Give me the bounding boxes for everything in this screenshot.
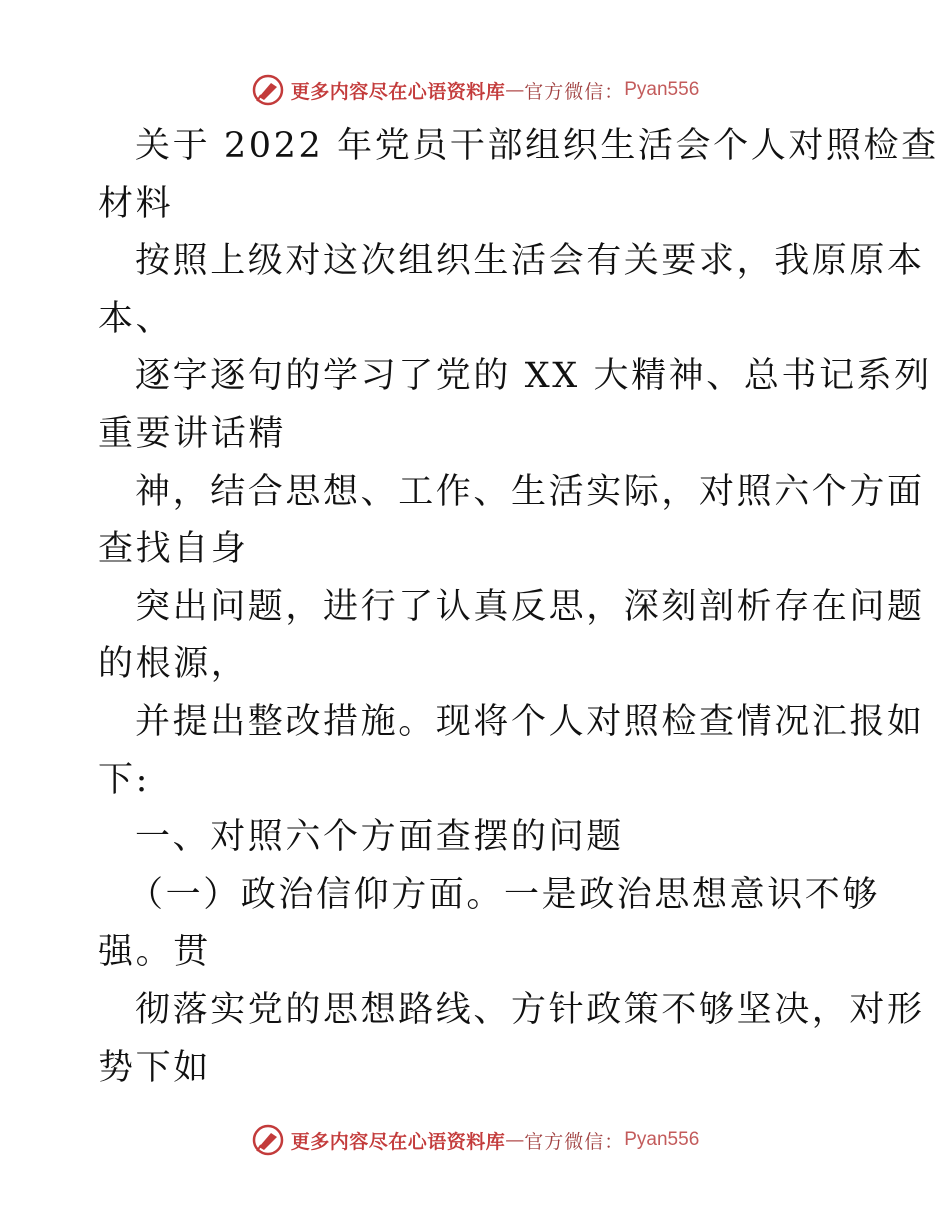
watermark-contact-label: 官方微信：: [524, 80, 625, 103]
watermark-brand: 更多内容尽在心语资料库: [290, 1130, 506, 1153]
paragraph-line: 逐字逐句的学习了党的 XX 大精神、总书记系列: [135, 356, 932, 397]
watermark-dash: —: [505, 1129, 525, 1151]
paragraph-line: 查找自身: [98, 529, 249, 570]
watermark-banner-bottom: [0, 1120, 950, 1160]
pen-nib-logo-icon: [251, 1123, 285, 1157]
section-heading: 一、对照六个方面查摆的问题: [135, 817, 624, 858]
document-title-line-1: 关于 2022 年党员干部组织生活会个人对照检查: [135, 126, 939, 166]
paragraph-line: 重要讲话精: [98, 413, 287, 454]
watermark-contact-label: 官方微信：: [524, 1130, 625, 1153]
document-body: [98, 118, 939, 1097]
watermark-brand: 更多内容尽在心语资料库: [290, 80, 506, 103]
paragraph-line: 突出问题，进行了认真反思，深刻剖析存在问题: [135, 586, 925, 627]
subsection-line: （一）政治信仰方面。一是政治思想意识不够: [128, 874, 881, 915]
paragraph-line: 神，结合思想、工作、生活实际，对照六个方面: [135, 471, 925, 512]
watermark-wechat-id: Pyan556: [624, 1129, 700, 1150]
paragraph-line: 强。贯: [98, 932, 211, 973]
document-title-line-2: 材料: [98, 183, 174, 224]
watermark-wechat-id: Pyan556: [624, 79, 700, 100]
paragraph-line: 并提出整改措施。现将个人对照检查情况汇报如: [135, 701, 925, 742]
paragraph-line: 彻落实党的思想路线、方针政策不够坚决，对形: [135, 989, 925, 1030]
watermark-dash: —: [505, 79, 525, 101]
watermark-banner-top: [0, 70, 950, 110]
paragraph-line: 本、: [98, 298, 174, 339]
paragraph-line: 的根源，: [98, 644, 249, 685]
paragraph-line: 下:: [98, 759, 150, 800]
paragraph-line: 势下如: [98, 1047, 211, 1088]
pen-nib-logo-icon: [251, 73, 285, 107]
paragraph-line: 按照上级对这次组织生活会有关要求，我原原本: [135, 241, 925, 282]
